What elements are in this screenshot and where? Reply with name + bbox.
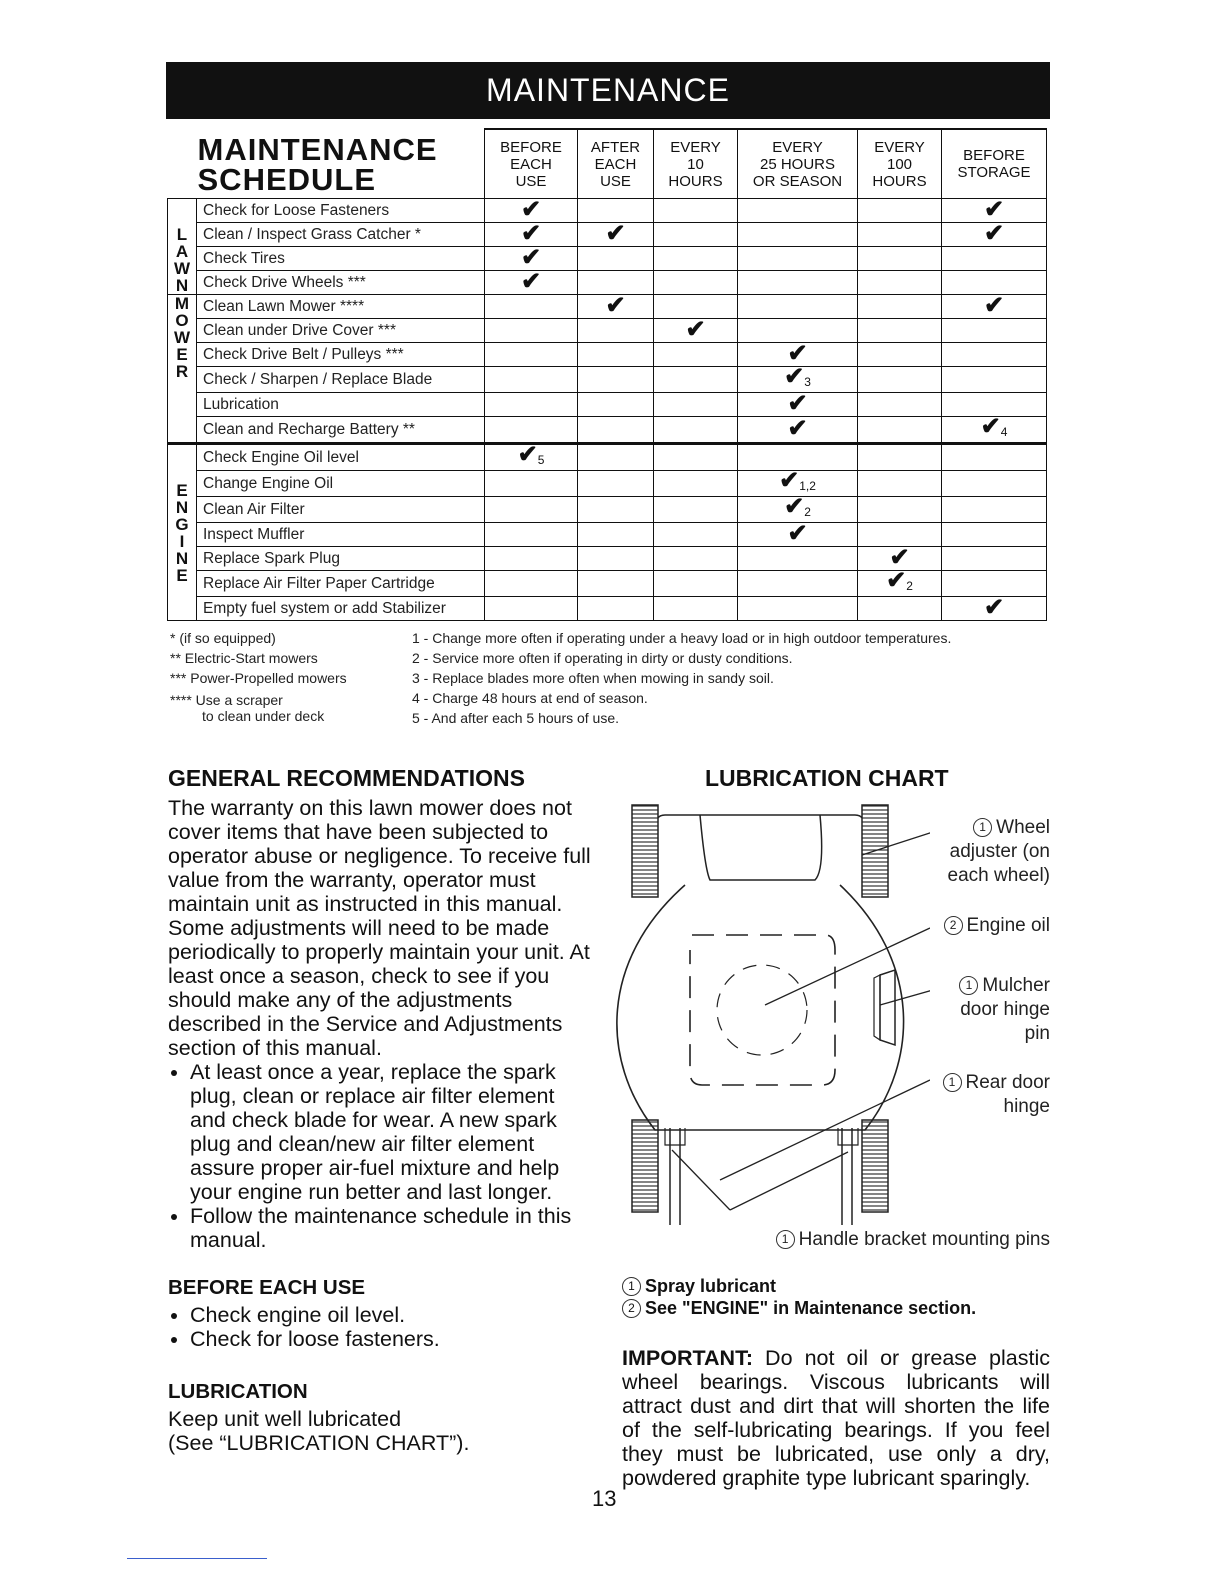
table-row (168, 523, 1047, 547)
col-before-each-use: BEFORE EACH USE (485, 129, 578, 199)
footnote: 4 - Charge 48 hours at end of season. (412, 690, 648, 706)
schedule-cell (942, 291, 1047, 319)
footnote-ref: 3 (804, 375, 811, 389)
list-item: • Check for loose fasteners. (190, 1327, 588, 1351)
engine-outline (690, 935, 835, 1085)
schedule-cell (858, 343, 942, 367)
task-label: Replace Air Filter Paper Cartridge (197, 571, 485, 597)
schedule-title: MAINTENANCE SCHEDULE (197, 132, 438, 197)
mower-deck (617, 885, 904, 1130)
task-label: Check Drive Belt / Pulleys *** (197, 343, 485, 367)
schedule-cell (485, 367, 578, 393)
schedule-cell (485, 441, 578, 471)
schedule-cell (858, 319, 942, 343)
check-mark-icon: $✔_5$ (517, 441, 545, 468)
schedule-cell (578, 291, 654, 319)
section-banner: MAINTENANCE (166, 62, 1050, 119)
important-label: IMPORTANT: (622, 1346, 753, 1370)
schedule-cell (654, 597, 738, 621)
task-label: Clean Air Filter (197, 497, 485, 523)
task-label: Clean Lawn Mower **** (197, 295, 485, 319)
check-mark-icon: ✔ (520, 195, 542, 223)
schedule-cell (485, 547, 578, 571)
schedule-cell (942, 497, 1047, 523)
schedule-cell (578, 523, 654, 547)
check-mark-icon: ✔ (787, 389, 808, 417)
schedule-cell (578, 471, 654, 497)
label-rear-door-hinge: 1 Rear door hinge (910, 1071, 1050, 1119)
label-mulcher-door: 1 Mulcher door hinge pin (960, 975, 1050, 1044)
schedule-cell (942, 471, 1047, 497)
schedule-cell (942, 413, 1047, 444)
task-label: Lubrication (197, 393, 485, 417)
schedule-cell (485, 471, 578, 497)
schedule-cell (858, 567, 942, 597)
table-row (168, 393, 1047, 417)
schedule-cell (942, 247, 1047, 271)
schedule-cell (942, 319, 1047, 343)
leader-engine-oil (765, 928, 930, 1005)
task-label: Check Engine Oil level (197, 444, 485, 471)
footnote-ref: 2 (804, 505, 811, 519)
check-mark-icon: ✔ (685, 315, 706, 343)
table-row (168, 597, 1047, 621)
task-label: Clean / Inspect Grass Catcher * (197, 223, 485, 247)
footnote-ref: 2 (906, 579, 913, 593)
schedule-cell (578, 319, 654, 343)
footnote: 3 - Replace blades more often when mowing in sandy soil. (412, 670, 774, 686)
schedule-cell (858, 295, 942, 319)
check-mark-icon: $✔_{1,2}$ (779, 467, 816, 494)
col-every-10-hours: EVERY 10 HOURS (654, 129, 738, 199)
schedule-cell (738, 295, 858, 319)
schedule-cell (485, 417, 578, 444)
schedule-cell (738, 271, 858, 295)
side-label-engine: E N G I N E (168, 444, 197, 621)
footnote: **** Use a scraper (170, 692, 283, 708)
schedule-cell (654, 547, 738, 571)
list-item: • At least once a year, replace the spark plug, clean or replace air filter element and check blade for wear. A new spark plug and clean/new air filter element assure proper air-fuel mixture and help your engine run better and last longer. (190, 1060, 593, 1204)
footnote: 1 - Change more often if operating under a heavy load or in high outdoor temperatures. (412, 630, 952, 646)
schedule-cell (654, 223, 738, 247)
check-mark-icon: $✔_2$ (784, 493, 811, 520)
check-mark-icon: ✔ (983, 195, 1005, 223)
schedule-cell (578, 247, 654, 271)
before-each-use-heading: BEFORE EACH USE (168, 1276, 366, 1299)
task-label: Change Engine Oil (197, 471, 485, 497)
footnote: to clean under deck (202, 708, 325, 724)
leader-mulcher (880, 988, 930, 1005)
lubrication-heading: LUBRICATION (168, 1380, 308, 1403)
side-label-mower: M O W E R (168, 295, 197, 444)
check-mark-icon: ✔ (520, 219, 542, 247)
schedule-cell (485, 523, 578, 547)
task-label: Replace Spark Plug (197, 547, 485, 571)
schedule-cell (738, 571, 858, 597)
mower-lubrication-diagram (610, 800, 930, 1225)
general-bullets (168, 1060, 593, 1252)
schedule-cell (942, 444, 1047, 471)
schedule-cell (654, 497, 738, 523)
check-mark-icon: ✔ (787, 519, 808, 547)
before-each-use-list (168, 1303, 588, 1351)
task-label: Inspect Muffler (197, 523, 485, 547)
col-before-storage: BEFORE STORAGE (942, 129, 1047, 199)
schedule-cell (858, 393, 942, 417)
table-row (168, 547, 1047, 571)
footnote: * (if so equipped) (170, 630, 276, 646)
check-mark-icon: $✔_3$ (784, 363, 811, 390)
check-mark-icon: ✔ (520, 243, 542, 271)
schedule-cell (654, 471, 738, 497)
col-every-25-hours: EVERY 25 HOURS OR SEASON (738, 129, 858, 199)
schedule-cell (738, 223, 858, 247)
check-mark-icon: ✔ (787, 339, 808, 367)
schedule-cell (578, 393, 654, 417)
schedule-cell (858, 417, 942, 444)
maintenance-schedule-table (167, 128, 1047, 621)
schedule-cell (485, 267, 578, 295)
schedule-cell (858, 597, 942, 621)
col-after-each-use: AFTER EACH USE (578, 129, 654, 199)
schedule-cell (738, 247, 858, 271)
schedule-cell (738, 199, 858, 223)
general-paragraph: The warranty on this lawn mower does not cover items that have been subjected to operator abuse or negligence. To receive full value from the warranty, operator must maintain unit as instructed in this manual. Some adjustments will need to be made periodically to properly maintain your unit. At least once a season, check to see if you should make any of the adjustments described in the Service and Adjustments section of this manual. (168, 796, 591, 1060)
lubrication-body: Keep unit well lubricated (See “LUBRICATION CHART”). (168, 1407, 470, 1455)
schedule-cell (654, 367, 738, 393)
rear-left-wheel (632, 1120, 658, 1212)
schedule-cell (738, 389, 858, 417)
schedule-cell (858, 367, 942, 393)
schedule-cell (738, 597, 858, 621)
schedule-cell (942, 523, 1047, 547)
table-row (168, 367, 1047, 393)
schedule-cell (738, 519, 858, 547)
general-recommendations-heading: GENERAL RECOMMENDATIONS (168, 765, 525, 791)
front-left-wheel (632, 805, 658, 897)
side-label-lawn: L A W N (168, 199, 197, 295)
schedule-cell (578, 219, 654, 247)
handle-outline (655, 815, 865, 875)
check-mark-icon: ✔ (983, 593, 1005, 621)
schedule-cell (654, 271, 738, 295)
schedule-cell (942, 367, 1047, 393)
schedule-cell (578, 343, 654, 367)
check-mark-icon: ✔ (605, 291, 626, 319)
footnotes-numbered (412, 628, 1072, 728)
schedule-cell (485, 343, 578, 367)
table-row (168, 247, 1047, 271)
schedule-cell (654, 444, 738, 471)
label-engine-oil: 2 Engine oil (910, 914, 1050, 938)
schedule-cell (654, 199, 738, 223)
schedule-cell (858, 223, 942, 247)
schedule-cell (578, 547, 654, 571)
schedule-cell (485, 597, 578, 621)
schedule-cell (485, 319, 578, 343)
footnote-ref: 1,2 (799, 479, 816, 493)
schedule-cell (858, 199, 942, 223)
general-recommendations-body (168, 796, 593, 1252)
leader-handle-right (730, 1152, 848, 1210)
task-label: Check Tires (197, 247, 485, 271)
task-label: Clean under Drive Cover *** (197, 319, 485, 343)
mulcher-door (880, 970, 895, 1045)
schedule-cell (858, 497, 942, 523)
schedule-cell (858, 247, 942, 271)
footnote: 2 - Service more often if operating in dirty or dusty conditions. (412, 650, 793, 666)
schedule-cell (942, 593, 1047, 621)
footnotes-symbols (170, 628, 400, 724)
table-row (168, 471, 1047, 497)
table-row (168, 571, 1047, 597)
task-label: Check for Loose Fasteners (197, 199, 485, 223)
footnote: 5 - And after each 5 hours of use. (412, 710, 620, 726)
schedule-cell (858, 271, 942, 295)
schedule-cell (942, 219, 1047, 247)
engine-shaft-outline (717, 965, 807, 1055)
check-mark-icon: ✔ (983, 291, 1005, 319)
table-row (168, 444, 1047, 471)
list-item: • Check engine oil level. (190, 1303, 588, 1327)
schedule-cell (485, 497, 578, 523)
schedule-cell (485, 295, 578, 319)
check-mark-icon: ✔ (889, 543, 910, 571)
list-item: • Follow the maintenance schedule in this manual. (190, 1204, 593, 1252)
task-label: Empty fuel system or add Stabilizer (197, 597, 485, 621)
schedule-cell (654, 571, 738, 597)
schedule-cell (654, 343, 738, 367)
schedule-cell (578, 497, 654, 523)
check-mark-icon: ✔ (787, 414, 808, 442)
table-row (168, 319, 1047, 343)
schedule-cell (654, 315, 738, 343)
schedule-cell (578, 571, 654, 597)
check-mark-icon: ✔ (605, 219, 626, 247)
schedule-cell (578, 367, 654, 393)
schedule-cell (485, 571, 578, 597)
schedule-cell (858, 471, 942, 497)
table-row (168, 497, 1047, 523)
task-label: Check / Sharpen / Replace Blade (197, 367, 485, 393)
footnote-ref: 5 (537, 453, 545, 467)
bottom-rule (127, 1558, 267, 1559)
table-row (168, 223, 1047, 247)
check-mark-icon: ✔ (983, 219, 1005, 247)
table-row (168, 295, 1047, 319)
check-mark-icon: $✔_2$ (886, 567, 913, 594)
schedule-cell (738, 547, 858, 571)
schedule-cell (578, 444, 654, 471)
task-label: Clean and Recharge Battery ** (197, 417, 485, 444)
footnote-ref: 4 (1000, 425, 1008, 439)
key-see-engine: 2 See "ENGINE" in Maintenance section. (622, 1298, 976, 1319)
important-note (622, 1346, 1050, 1490)
task-label: Check Drive Wheels *** (197, 271, 485, 295)
footnote: ** Electric-Start mowers (170, 650, 318, 666)
schedule-cell (942, 547, 1047, 571)
schedule-cell (654, 247, 738, 271)
lubrication-chart-heading: LUBRICATION CHART (705, 765, 949, 791)
page-number: 13 (592, 1486, 617, 1511)
key-spray-lubricant: 1 Spray lubricant (622, 1276, 776, 1297)
schedule-cell (654, 523, 738, 547)
schedule-cell (654, 417, 738, 444)
label-wheel-adjuster: 1 Wheel adjuster (on each wheel) (947, 817, 1050, 886)
label-handle-bracket: 1 Handle bracket mounting pins (720, 1228, 1050, 1252)
schedule-cell (578, 597, 654, 621)
important-text: Do not oil or grease plastic wheel bearings. Viscous lubricants will attract dust and dirt that will shorten the life of the self-lubricating bearings. If you feel they must be lubricated, use only a dry, powdered graphite type lubricant sparingly. (622, 1346, 1050, 1490)
footnote: *** Power-Propelled mowers (170, 670, 347, 686)
schedule-cell (738, 414, 858, 444)
schedule-cell (942, 343, 1047, 367)
table-row (168, 417, 1047, 444)
table-row (168, 343, 1047, 367)
rear-right-wheel (862, 1120, 888, 1212)
schedule-cell (485, 393, 578, 417)
schedule-cell (654, 393, 738, 417)
check-mark-icon: ✔ (520, 267, 542, 295)
col-every-100-hours: EVERY 100 HOURS (858, 129, 942, 199)
schedule-cell (858, 444, 942, 471)
schedule-cell (578, 417, 654, 444)
check-mark-icon: $✔_4$ (980, 413, 1008, 440)
